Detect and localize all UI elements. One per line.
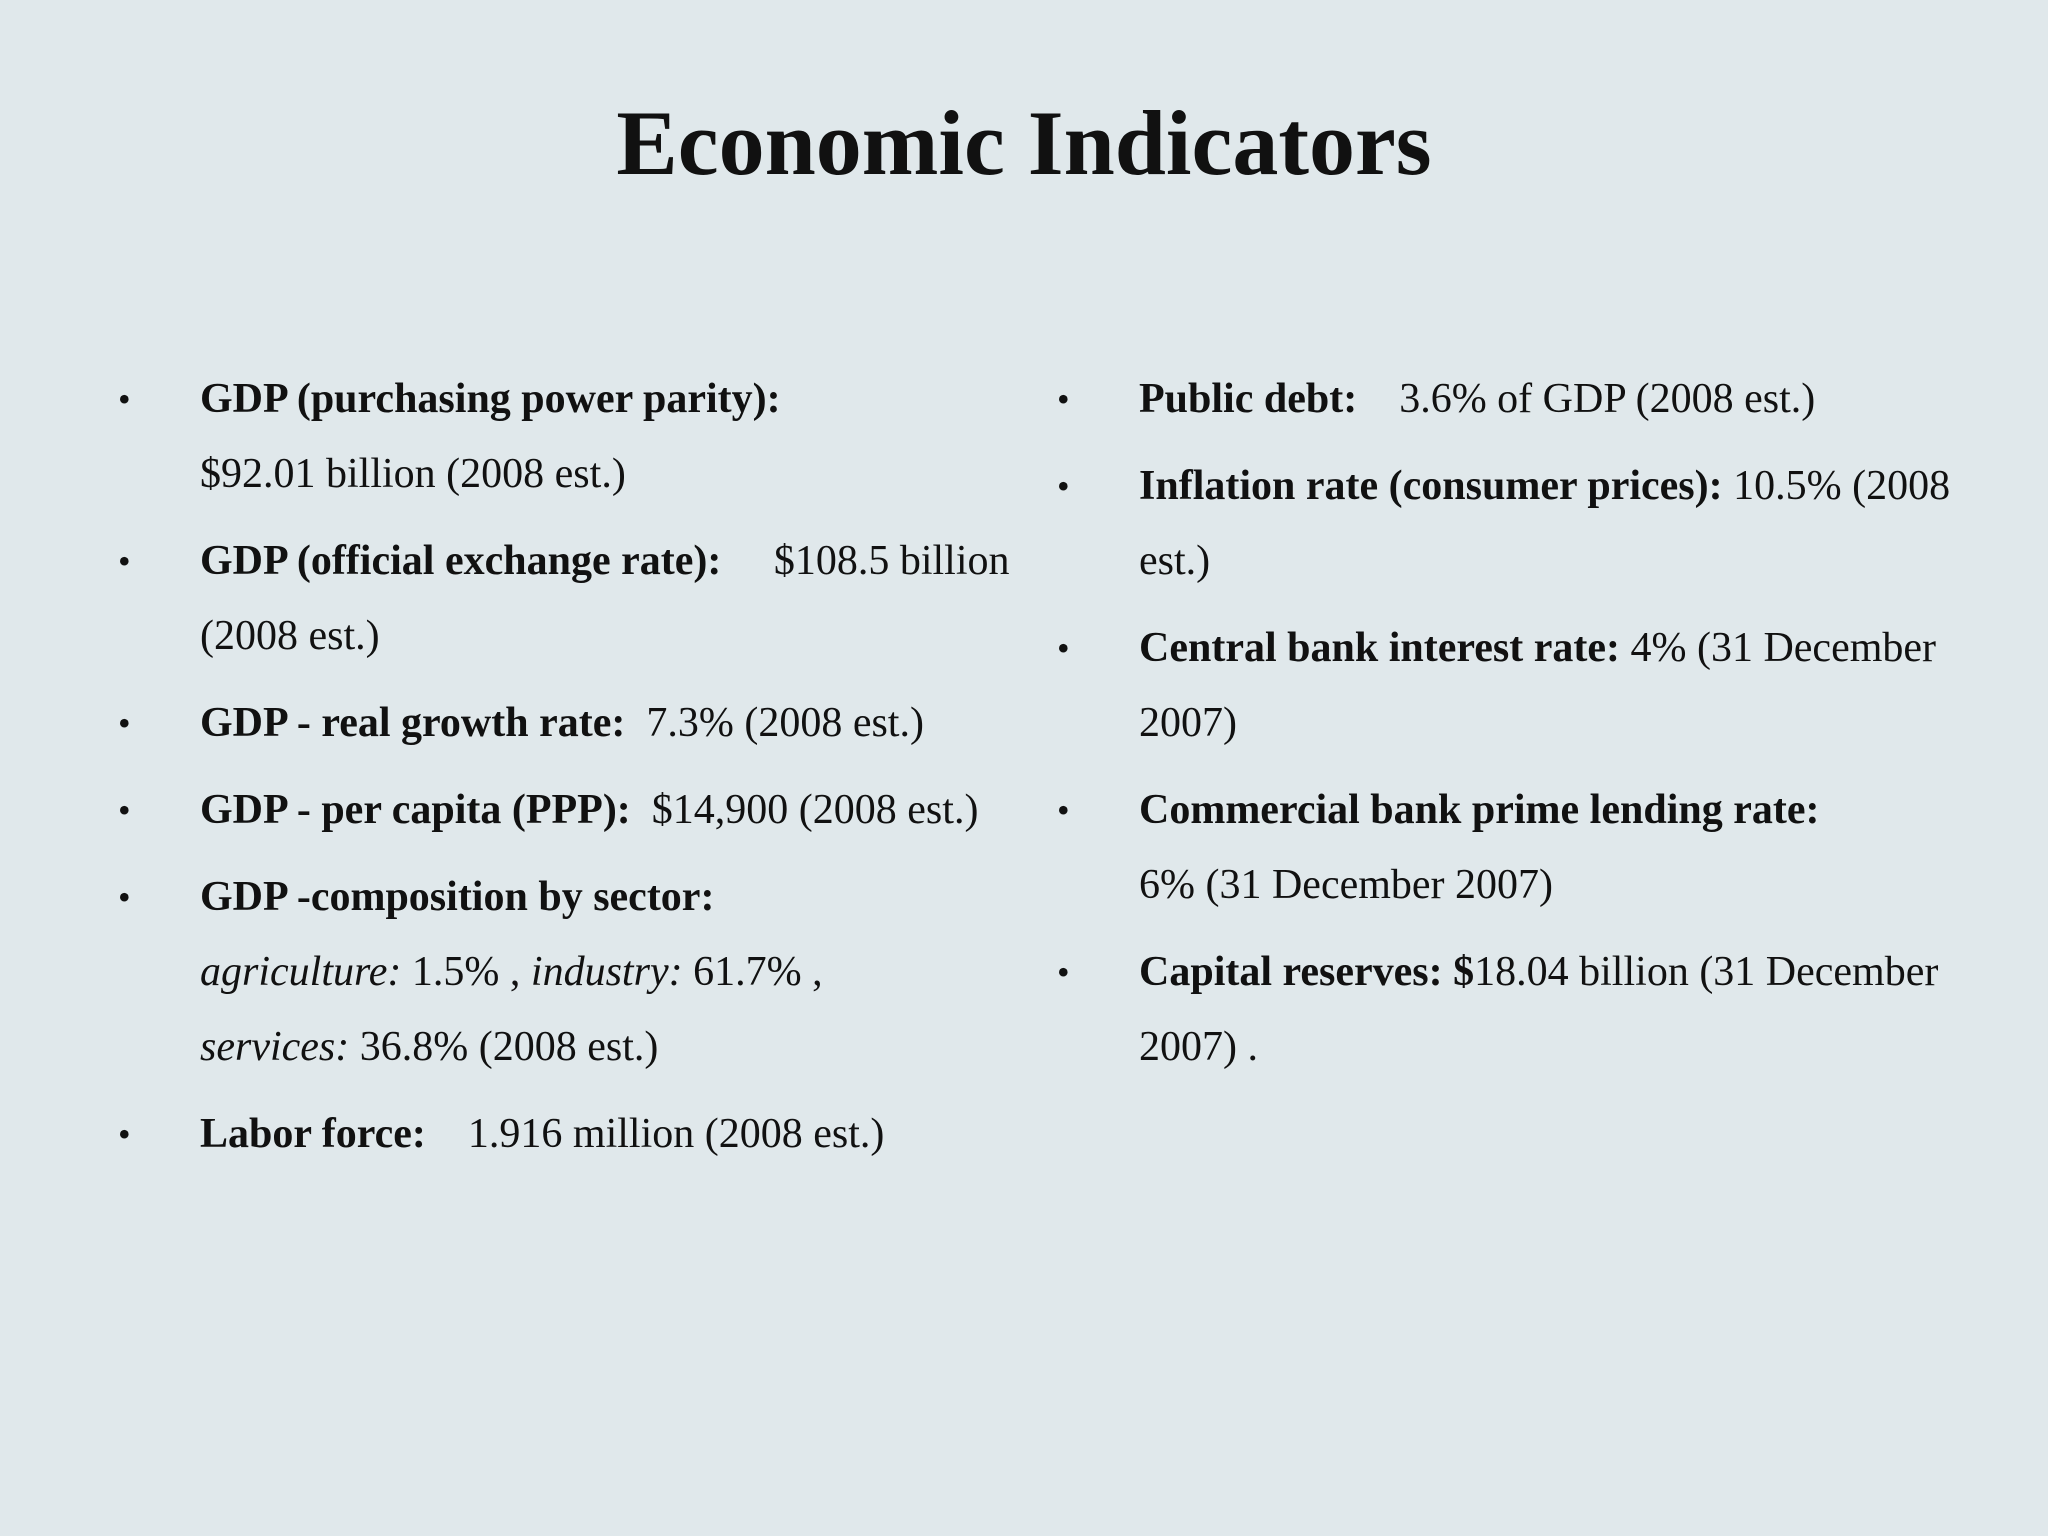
indicator-label: GDP - real growth rate: — [200, 700, 626, 746]
bullet-icon: • — [118, 541, 131, 581]
indicator-label: Public debt: — [1139, 376, 1358, 422]
bullet-icon: • — [118, 790, 131, 830]
indicator-value: $92.01 billion (2008 est.) — [200, 451, 626, 497]
bullet-icon: • — [1057, 790, 1070, 830]
indicator-value: $14,900 (2008 est.) — [651, 787, 979, 833]
left-indicator-list — [118, 362, 1018, 1184]
indicator-capital-reserves — [1057, 935, 1957, 1085]
sector-industry-label: industry: — [530, 949, 683, 995]
bullet-icon: • — [118, 1114, 131, 1154]
sector-industry-value: 61.7% , — [693, 949, 823, 995]
indicator-label: Labor force: — [200, 1111, 426, 1157]
indicator-label: GDP (official exchange rate): — [200, 538, 722, 584]
indicator-label: Central bank interest rate: — [1139, 625, 1620, 671]
indicator-value: 3.6% of GDP (2008 est.) — [1399, 376, 1816, 422]
indicator-label: Inflation rate (consumer prices): — [1139, 463, 1723, 509]
indicator-label: Commercial bank prime lending rate: — [1139, 787, 1820, 833]
sector-agriculture-label: agriculture: — [200, 949, 402, 995]
indicator-value: 4% (31 December 2007) — [1139, 625, 1937, 746]
indicator-label: GDP (purchasing power parity): — [200, 376, 781, 422]
bullet-icon: • — [118, 703, 131, 743]
indicator-value: 10.5% (2008 est.) — [1139, 463, 1951, 584]
slide-title: Economic Indicators — [616, 92, 1432, 194]
indicator-label: GDP - per capita (PPP): — [200, 787, 631, 833]
indicator-public-debt — [1057, 362, 1957, 437]
indicator-gdp-per-capita — [118, 773, 1018, 848]
bullet-icon: • — [1057, 466, 1070, 506]
indicator-gdp-growth — [118, 686, 1018, 761]
indicator-value: 7.3% (2008 est.) — [646, 700, 924, 746]
sector-services-label: services: — [200, 1024, 350, 1070]
indicator-gdp-composition — [118, 860, 1018, 1085]
indicator-labor-force — [118, 1097, 1018, 1172]
bullet-icon: • — [118, 379, 131, 419]
sector-services-value: 36.8% (2008 est.) — [359, 1024, 659, 1070]
indicator-gdp-official — [118, 524, 1018, 674]
indicator-label: GDP -composition by sector: — [200, 874, 715, 920]
bullet-icon: • — [1057, 379, 1070, 419]
bullet-icon: • — [118, 877, 131, 917]
indicator-gdp-ppp — [118, 362, 1018, 512]
right-indicator-list — [1057, 362, 1957, 1097]
bullet-icon: • — [1057, 952, 1070, 992]
indicator-inflation — [1057, 449, 1957, 599]
indicator-value: 1.916 million (2008 est.) — [467, 1111, 885, 1157]
indicator-prime-lending-rate — [1057, 773, 1957, 923]
bullet-icon: • — [1057, 628, 1070, 668]
indicator-value: $108.5 billion (2008 est.) — [200, 538, 1010, 659]
indicator-label: Capital reserves: $ — [1139, 949, 1475, 995]
sector-agriculture-value: 1.5% , — [411, 949, 521, 995]
indicator-value: 18.04 billion (31 December 2007) . — [1139, 949, 1939, 1070]
indicator-central-bank-rate — [1057, 611, 1957, 761]
indicator-value: 6% (31 December 2007) — [1139, 862, 1554, 908]
